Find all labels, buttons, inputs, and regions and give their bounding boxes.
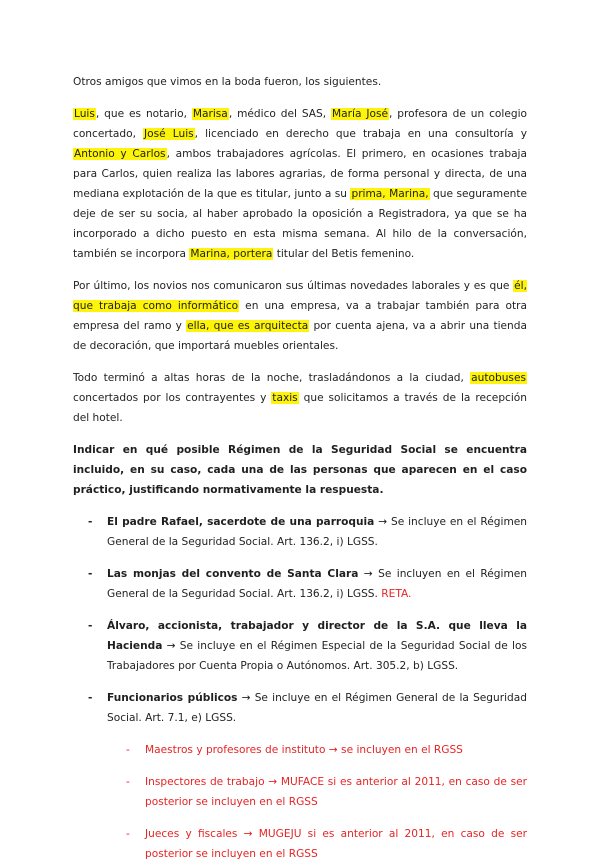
highlight-luis: Luis	[74, 108, 95, 120]
highlight-antonio-carlos: Antonio y Carlos	[74, 148, 166, 160]
highlight-marisa: Marisa	[192, 108, 228, 120]
highlight-marina-portera: Marina, portera	[190, 248, 273, 260]
list-item: - Las monjas del convento de Santa Clara → Se incluyen en el Régimen General de la Seguridad Social. Art. 136.2, i) LGSS. RETA.	[88, 564, 527, 604]
sub-list-item: - Maestros y profesores de instituto → se incluyen en el RGSS	[126, 740, 527, 760]
answers-list	[73, 512, 527, 728]
highlight-maria-jose: María José	[332, 108, 389, 120]
paragraph-transport: Todo terminó a altas horas de la noche, trasladándonos a la ciudad, autobuses concertados por los contrayentes y taxis que solicitamos a través de la recepción del hotel.	[73, 372, 528, 424]
list-item: - Álvaro, accionista, trabajador y director de la S.A. que lleva la Hacienda → Se incluye en el Régimen Especial de la Seguridad Social de los Trabajadores por Cuenta Propia o Autónomos. Art. 305.2, b) LGSS.	[88, 616, 527, 676]
highlight-el-informatico: él, que trabaja como informático	[73, 280, 527, 312]
highlight-autobuses: autobuses	[471, 372, 526, 384]
list-item: - Funcionarios públicos → Se incluye en el Régimen General de la Seguridad Social. Art. 7.1, e) LGSS.	[88, 688, 527, 728]
paragraph-guests: Luis, que es notario, Marisa, médico del SAS, María José, profesora de un colegio concertado, José Luis, licenciado en derecho que trabaja en una consultoría y Antonio y Carlos, ambos trabajadores agrícolas. El primero, en ocasiones trabaja para Carlos, quien realiza las labores agrarias, de forma personal y directa, de una mediana explotación de la que es titular, junto a su prima, Marina, que seguramente deje de ser su socia, al haber aprobado la oposición a Registradora, ya que se ha incorporado a dicho puesto en esta misma semana. Al hilo de la conversación, también se incorpora Marina, portera titular del Betis femenino.	[73, 108, 528, 260]
question-heading: Indicar en qué posible Régimen de la Seguridad Social se encuentra incluido, en su caso, cada una de las personas que aparecen en el caso práctico, justificando normativamente la respuesta.	[73, 444, 527, 496]
sub-answers-list	[73, 740, 527, 864]
highlight-jose-luis: José Luis	[144, 128, 194, 140]
highlight-taxis: taxis	[272, 392, 298, 404]
list-item: - El padre Rafael, sacerdote de una parroquia → Se incluye en el Régimen General de la Seguridad Social. Art. 136.2, i) LGSS.	[88, 512, 527, 552]
intro-paragraph: Otros amigos que vimos en la boda fueron, los siguientes.	[73, 76, 382, 88]
sub-list-item: - Jueces y fiscales → MUGEJU si es anterior al 2011, en caso de ser posterior se incluyen en el RGSS	[126, 824, 527, 864]
highlight-ella-arquitecta: ella, que es arquitecta	[187, 320, 309, 332]
reta-note: RETA.	[381, 588, 412, 600]
highlight-prima-marina: prima, Marina,	[351, 188, 429, 200]
sub-list-item: - Inspectores de trabajo → MUFACE si es anterior al 2011, en caso de ser posterior se incluyen en el RGSS	[126, 772, 527, 812]
paragraph-couple: Por último, los novios nos comunicaron sus últimas novedades laborales y es que él, que trabaja como informático en una empresa, va a trabajar también para otra empresa del ramo y ella, que es arquitecta por cuenta ajena, va a abrir una tienda de decoración, que importará muebles orientales.	[73, 280, 527, 352]
